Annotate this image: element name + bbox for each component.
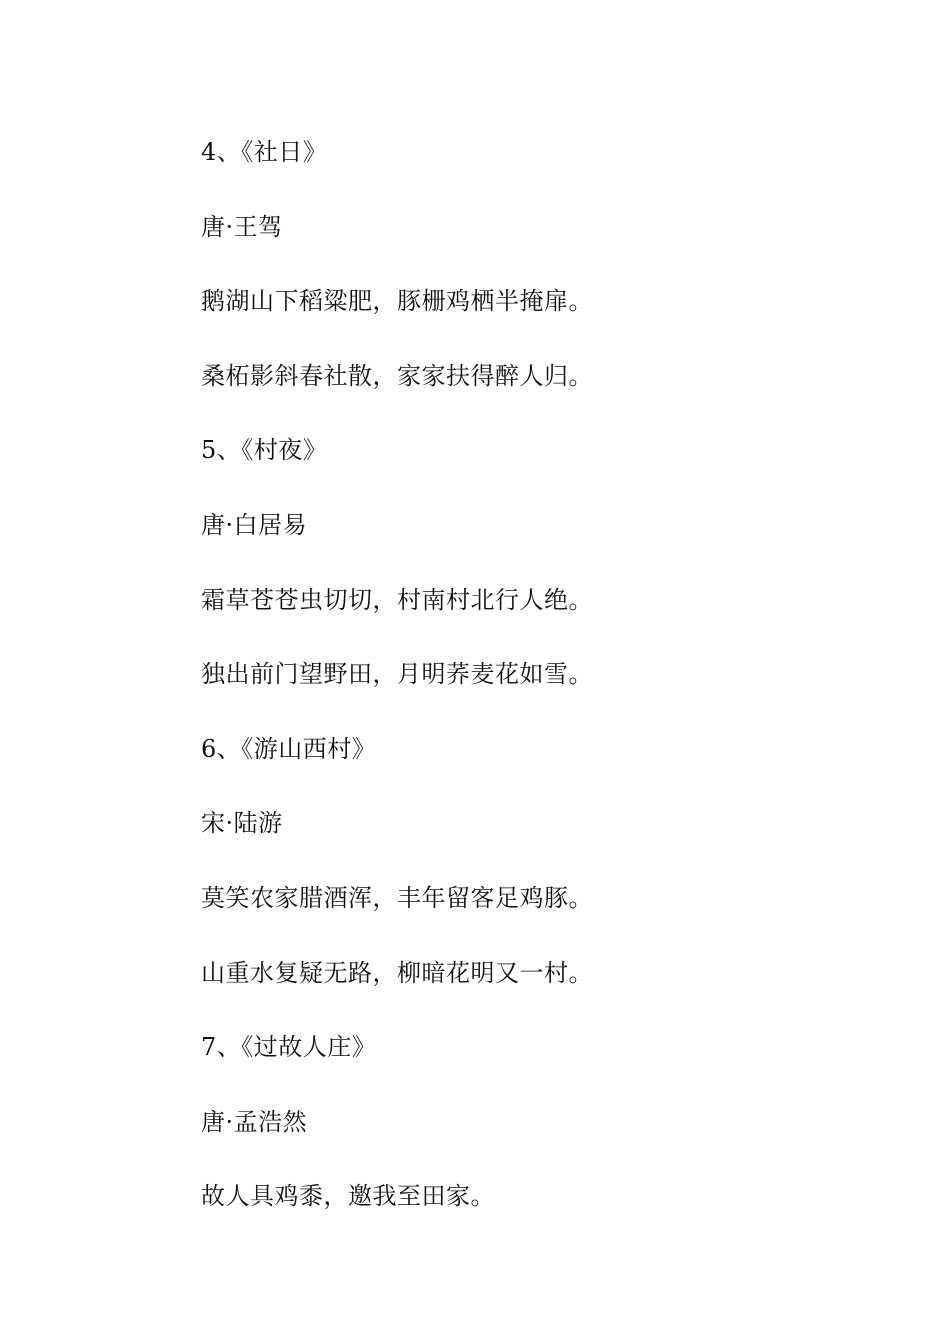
poem-verse: 桑柘影斜春社散，家家扶得醉人归。 [201, 361, 593, 390]
poem-title-6: 6、《游山西村》 [201, 734, 377, 763]
poem-verse: 故人具鸡黍，邀我至田家。 [201, 1182, 495, 1211]
poem-verse: 鹅湖山下稻粱肥，豚栅鸡栖半掩扉。 [201, 287, 593, 316]
poem-title-4: 4、《社日》 [201, 138, 328, 166]
poem-author-4: 唐·王驾 [201, 212, 283, 241]
poem-text-block [201, 133, 881, 1252]
poem-verse: 独出前门望野田，月明荞麦花如雪。 [201, 660, 593, 689]
poem-author-7: 唐·孟浩然 [201, 1107, 308, 1136]
poem-verse: 莫笑农家腊酒浑，丰年留客足鸡豚。 [201, 883, 593, 912]
poem-title-5: 5、《村夜》 [201, 436, 328, 465]
poem-author-5: 唐·白居易 [201, 510, 308, 539]
poem-author-6: 宋·陆游 [201, 809, 283, 838]
poem-title-7: 7、《过故人庄》 [201, 1033, 377, 1062]
poem-verse: 霜草苍苍虫切切，村南村北行人绝。 [201, 585, 593, 614]
poem-verse: 山重水复疑无路，柳暗花明又一村。 [201, 958, 593, 987]
